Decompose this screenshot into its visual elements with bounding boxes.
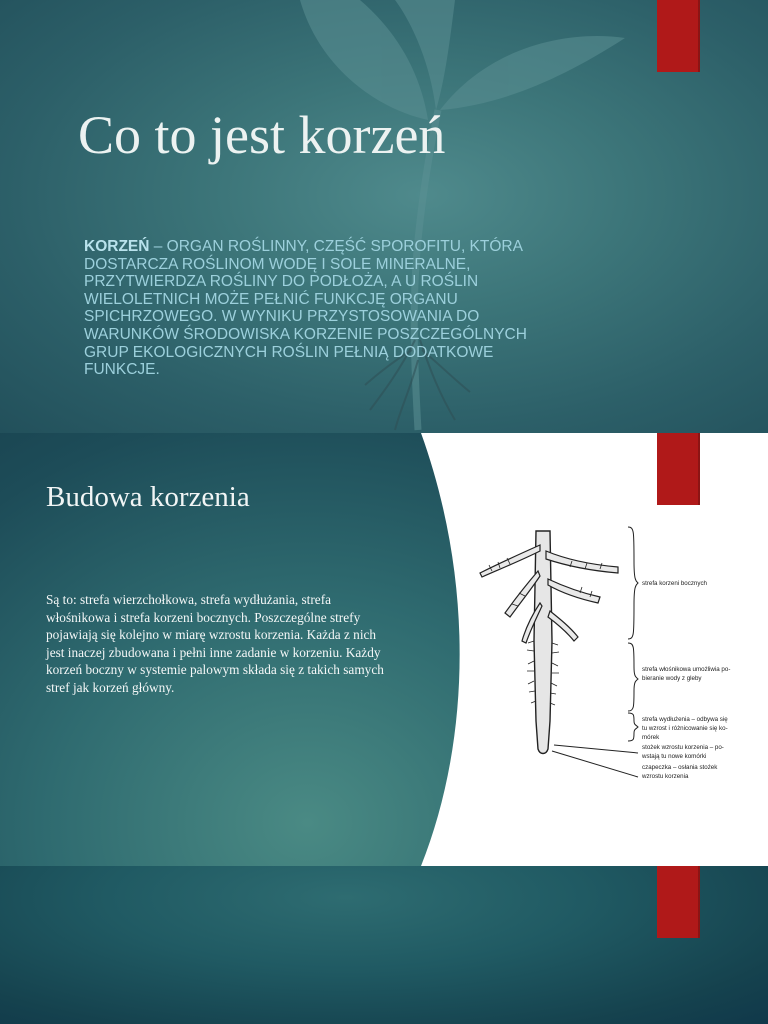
label-growth-cone-2: wstają tu nowe komórki xyxy=(642,753,707,760)
label-lateral-roots: strefa korzeni bocznych xyxy=(642,580,707,587)
label-elongation-2: tu wzrost i różnicowanie się ko- xyxy=(642,725,728,732)
slide-1-definition xyxy=(84,238,554,379)
label-elongation-3: mórek xyxy=(642,734,660,741)
slide-1-title: Co to jest korzeń xyxy=(78,105,446,165)
label-root-hair-2: bieranie wody z gleby xyxy=(642,675,702,682)
label-root-cap-2: wzrostu korzenia xyxy=(642,773,689,780)
slide-1[interactable] xyxy=(0,0,768,433)
definition-term: KORZEŃ xyxy=(84,238,150,255)
slide-2-body: Są to: strefa wierzchołkowa, strefa wydłużania, strefa włośnikowa i strefa korzeni bocznych. Poszczególne strefy pojawiają się kolejno w miarę wzrostu korzenia. Każda z nich jest inaczej zbudowana i pełni inne zadanie w korzeniu. Każdy korzeń boczny w systemie palowym składa się z takich samych stref jak korzeń główny. xyxy=(46,592,384,695)
slide-3[interactable] xyxy=(0,866,768,1024)
slide-2[interactable] xyxy=(0,433,768,866)
red-accent-tab xyxy=(657,0,700,72)
label-root-hair-1: strefa włośnikowa umożliwia po- xyxy=(642,666,731,673)
slide-2-title: Budowa korzenia xyxy=(46,481,250,513)
label-growth-cone-1: stożek wzrostu korzenia – po- xyxy=(642,744,724,751)
red-accent-tab xyxy=(657,866,700,938)
definition-text: – ORGAN ROŚLINNY, CZĘŚĆ SPOROFITU, KTÓRA DOSTARCZA ROŚLINOM WODĘ I SOLE MINERALNE, PRZYTWIERDZA ROŚLINY DO PODŁOŻA, A U ROŚLIN WIELOLETNICH MOŻE PEŁNIĆ FUNKCJĘ ORGANU SPICHRZOWEGO. W WYNIKU PRZYSTOSOWANIA DO WARUNKÓW ŚRODOWISKA KORZENIE POSZCZEGÓLNYCH GRUP EKOLOGICZNYCH ROŚLIN PEŁNIĄ DODATKOWE FUNKCJE. xyxy=(84,238,527,379)
label-elongation-1: strefa wydłużenia – odbywa się xyxy=(642,716,728,723)
root-structure-diagram xyxy=(470,521,750,801)
red-accent-tab xyxy=(657,433,700,505)
label-root-cap-1: czapeczka – osłania stożek xyxy=(642,764,718,771)
